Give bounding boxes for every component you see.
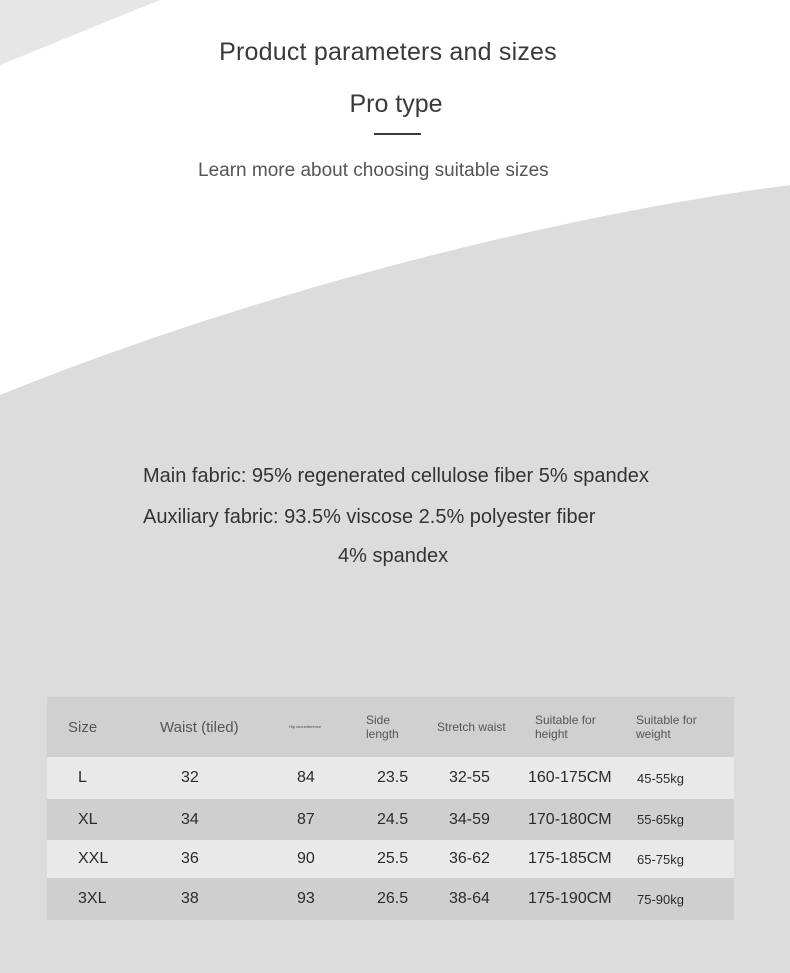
size-table: [47, 697, 734, 920]
table-row: [47, 757, 734, 799]
cell-weight: 55-65kg: [637, 812, 684, 827]
cell-hip: 87: [297, 810, 315, 828]
cell-hip: 93: [297, 890, 315, 907]
cell-weight: 75-90kg: [637, 891, 684, 907]
page-title: Product parameters and sizes: [219, 38, 557, 66]
cell-size: XL: [78, 810, 98, 828]
cell-side-length: 25.5: [377, 850, 409, 867]
cell-size: XXL: [78, 850, 109, 867]
cell-hip: 90: [297, 850, 315, 867]
page-subtitle: Pro type: [349, 90, 443, 118]
cell-side-length: 26.5: [377, 890, 409, 907]
cell-height: 175-185CM: [528, 850, 612, 867]
table-header-row: [47, 697, 734, 757]
header-height: Suitable for height: [535, 713, 596, 741]
cell-waist: 32: [181, 769, 199, 786]
table-row: [47, 840, 734, 878]
cell-stretch-waist: 38-64: [449, 890, 490, 907]
header-weight: Suitable for weight: [636, 713, 697, 741]
cell-side-length: 23.5: [377, 769, 409, 786]
header-hip: Hip circumference: [289, 724, 322, 729]
header-stretch-waist: Stretch waist: [437, 720, 506, 734]
cell-waist: 38: [181, 890, 199, 907]
cell-weight: 65-75kg: [637, 851, 684, 867]
cell-stretch-waist: 34-59: [449, 810, 490, 828]
cell-size: L: [78, 769, 87, 786]
main-fabric-text: Main fabric: 95% regenerated cellulose fiber 5% spandex: [143, 465, 649, 487]
cell-height: 160-175CM: [528, 769, 612, 786]
cell-hip: 84: [297, 769, 315, 786]
cell-waist: 36: [181, 850, 199, 867]
cell-stretch-waist: 36-62: [449, 850, 490, 867]
cell-height: 175-190CM: [528, 890, 612, 907]
header-waist: Waist (tiled): [160, 718, 239, 736]
auxiliary-fabric-text: Auxiliary fabric: 93.5% viscose 2.5% polyester fiber: [143, 506, 596, 528]
cell-height: 170-180CM: [528, 810, 612, 828]
cell-weight: 45-55kg: [637, 770, 684, 786]
auxiliary-fabric-text-continued: 4% spandex: [338, 545, 449, 567]
learn-more-text: Learn more about choosing suitable sizes: [198, 160, 549, 181]
cell-size: 3XL: [78, 890, 107, 907]
cell-stretch-waist: 32-55: [449, 769, 490, 786]
header-size: Size: [68, 718, 98, 736]
title-divider: [374, 133, 421, 135]
table-row: [47, 878, 734, 920]
table-row: [47, 799, 734, 840]
header-side-length: Side length: [366, 713, 399, 741]
cell-waist: 34: [181, 810, 199, 828]
cell-side-length: 24.5: [377, 810, 409, 828]
